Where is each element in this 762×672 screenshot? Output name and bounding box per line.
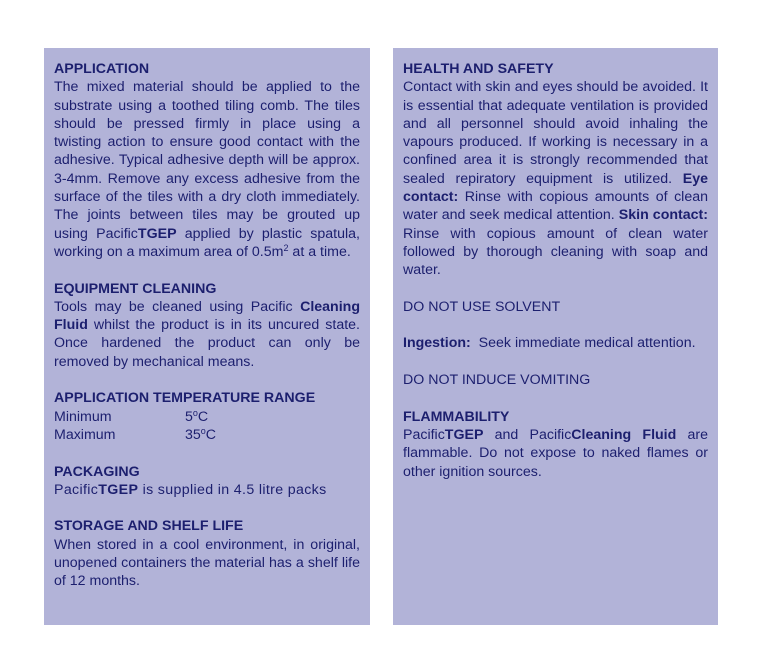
health-text: Contact with skin and eyes should be avoided. It is essential that adequate ventilation is provided and all personnel should avoid inhaling the vapours produced. If working is necessary in a confined area it is strongly recommended that sealed repiratory equipment is utilized. Eye contact: Rinse with copious amounts of clean water and seek medical attention. Skin contact: Rinse with copious amount of clean water followed by thorough cleaning with soap and water. bbox=[403, 79, 708, 279]
equipment-text: Tools may be cleaned using Pacific Cleaning Fluid whilst the product is in its uncured state. Once hardened the product can only be removed by mechanical means. bbox=[54, 298, 360, 370]
storage-text: When stored in a cool environment, in original, unopened containers the material has a shelf life of 12 months. bbox=[54, 536, 360, 590]
flammability-heading: FLAMMABILITY bbox=[403, 408, 510, 425]
health-heading: HEALTH AND SAFETY bbox=[403, 61, 554, 77]
application-text: The mixed material should be applied to the substrate using a toothed tiling comb. The tiles should be pressed firmly in place using a twisting action to ensure good contact with the adhesive. Typical adhesive depth will be approx. 3-4mm. Remove any excess adhesive from the surface of the tiles with a dry cloth immediately. The joints between tiles may be grouted up using PacificTGEP applied by plastic spatula, working on a maximum area of $0.5m^2$ at a time. bbox=[54, 79, 360, 260]
product-name: TGEP bbox=[137, 225, 177, 242]
no-vomit-warning: DO NOT INDUCE VOMITING bbox=[403, 372, 591, 389]
temperature-max-row: Maximum 35$^o$C bbox=[54, 425, 217, 443]
packaging-heading: PACKAGING bbox=[54, 463, 140, 480]
no-solvent-warning: DO NOT USE SOLVENT bbox=[403, 298, 561, 315]
left-panel bbox=[44, 48, 370, 625]
equipment-heading: EQUIPMENT CLEANING bbox=[54, 280, 217, 297]
temperature-min-row: Minimum 5$^o$C bbox=[54, 407, 209, 425]
storage-heading: STORAGE AND SHELF LIFE bbox=[54, 518, 244, 535]
application-heading: APPLICATION bbox=[54, 61, 150, 77]
packaging-text: PacificTGEP is supplied in 4.5 litre packs bbox=[54, 481, 327, 498]
skin-contact-label: Skin contact: bbox=[618, 207, 708, 224]
ingestion-label: Ingestion: bbox=[403, 335, 471, 352]
ingestion-text: Ingestion: Seek immediate medical attention. bbox=[403, 335, 696, 352]
temperature-heading: APPLICATION TEMPERATURE RANGE bbox=[54, 390, 316, 407]
flammability-text: PacificTGEP and PacificCleaning Fluid are flammable. Do not expose to naked flames or other ignition sources. bbox=[403, 426, 709, 480]
right-panel bbox=[393, 48, 718, 625]
eye-contact-label: Eye contact: bbox=[403, 170, 708, 206]
